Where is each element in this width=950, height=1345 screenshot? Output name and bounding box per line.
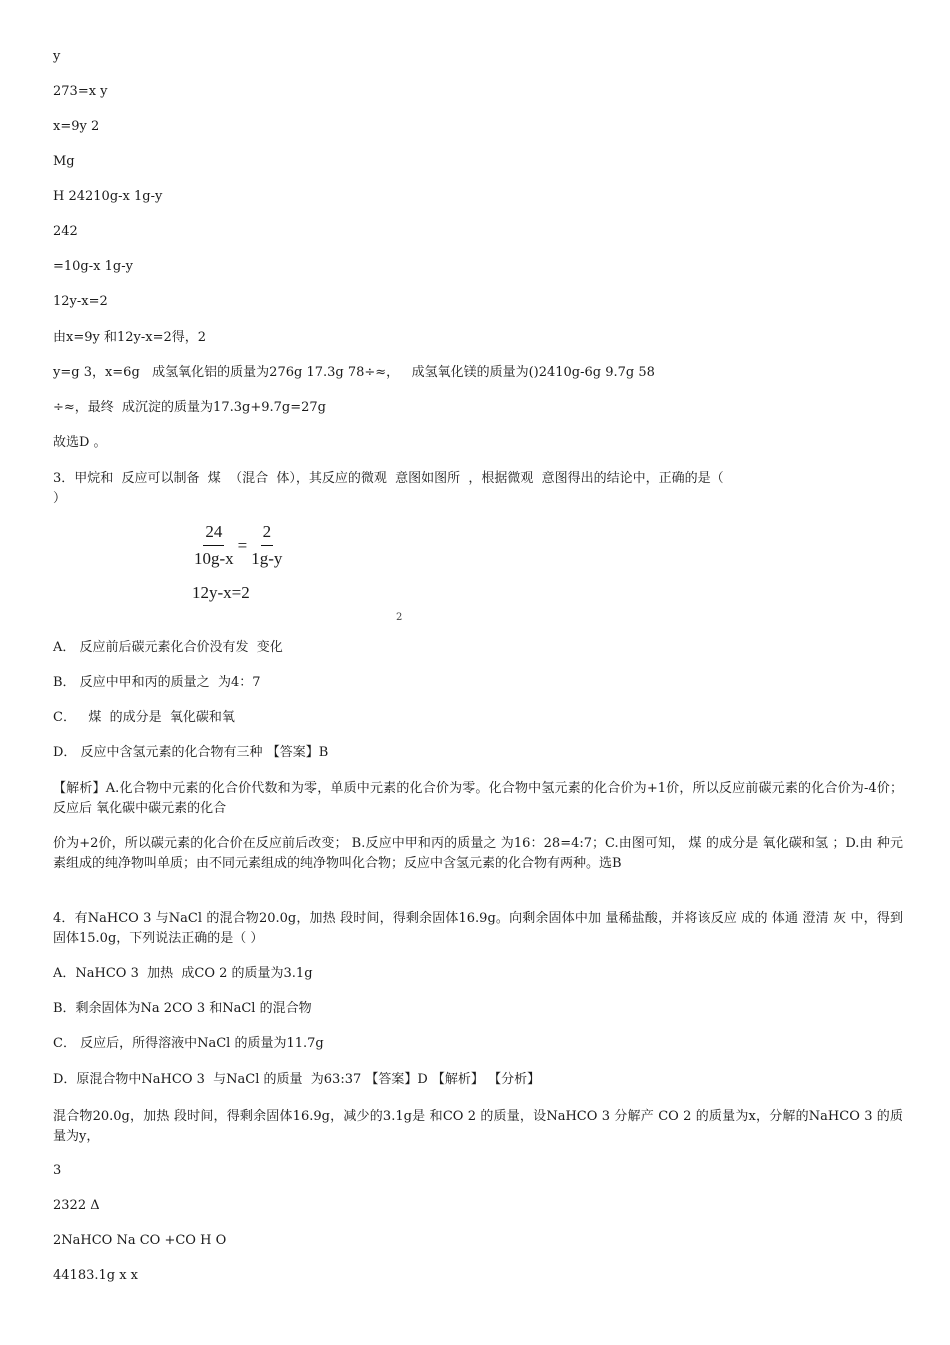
fraction-numerator: 2 [261,522,274,546]
stray-mark: 2 [396,612,403,623]
calc-line: Mg [53,154,75,169]
calc-line: =10g-x 1g-y [53,259,133,274]
option-a: A． 反应前后碳元素化合价没有发 变化 [53,640,283,655]
fraction-equation [192,522,284,569]
calc-line: 3 [53,1163,62,1178]
option-b: B． 反应中甲和丙的质量之 为4：7 [53,675,261,690]
analysis-paragraph: 价为+2价，所以碳元素的化合价在反应前后改变； B.反应中甲和丙的质量之 为16：28=4:7；C.由图可知， 煤 的成分是 氧化碳和氢 ；D.由 种元素组成的纯净物叫单质；由不同元素组成的纯净物叫化合物；反应中含氢元素的化合物有两种。选B [53,836,903,871]
calc-line: 12y-x=2 [53,294,108,309]
analysis-paragraph: 混合物20.0g，加热 段时间，得剩余固体16.9g，减少的3.1g是 和CO 2 的质量，设NaHCO 3 分解产 CO 2 的质量为x，分解的NaHCO 3 的质量为y， [53,1109,903,1144]
calc-line: y [53,49,61,64]
calc-line: x=9y 2 [53,119,100,134]
formula-line: 12y-x=2 [192,583,250,602]
analysis-paragraph: 【解析】A.化合物中元素的化合价代数和为零，单质中元素的化合价为零。化合物中氢元素的化合价为+1价，所以反应前碳元素的化合价为-4价；反应后 氧化碳中碳元素的化合 [53,781,903,816]
answer-line: 故选D 。 [53,435,107,450]
option-d: D．原混合物中NaHCO 3 与NaCl 的质量 为63:37 【答案】D 【解析】 【分析】 [53,1072,541,1087]
question-3-stem: 3．甲烷和 反应可以制备 煤 （混合 体），其反应的微观 意图如图所 ，根据微观 意图得出的结论中，正确的是（ ） [53,471,724,506]
calc-line: y=g 3，x=6g 成氢氧化铝的质量为276g 17.3g 78÷≈， 成氢氧化镁的质量为()2410g-6g 9.7g 58 [53,365,655,380]
equals-sign: = [237,535,248,555]
calc-line: 2NaHCO Na CO +CO H O [53,1233,227,1248]
fraction-right [249,522,284,569]
fraction-denominator: 1g-y [251,549,283,568]
calc-line: ÷≈，最终 成沉淀的质量为17.3g+9.7g=27g [53,400,326,415]
option-d: D． 反应中含氢元素的化合物有三种 【答案】B [53,745,329,760]
fraction-denominator: 10g-x [194,549,234,568]
calc-line: 由x=9y 和12y-x=2得，2 [53,330,207,345]
fraction-numerator: 24 [203,522,224,546]
calc-line: 2322 Δ [53,1198,100,1213]
question-4-stem: 4．有NaHCO 3 与NaCl 的混合物20.0g，加热 段时间，得剩余固体16.9g。向剩余固体中加 量稀盐酸，并将该反应 成的 体通 澄清 灰 中，得到 固体15.0g，下列说法正确的是（ ） [53,911,903,946]
calc-line: 242 [53,224,78,239]
calc-line: H 24210g-x 1g-y [53,189,163,204]
option-c: C． 煤 的成分是 氧化碳和氧 [53,710,235,725]
option-a: A．NaHCO 3 加热 成CO 2 的质量为3.1g [53,966,313,981]
calc-line: 44183.1g x x [53,1268,139,1283]
calc-line: 273=x y [53,84,108,99]
fraction-left [192,522,236,569]
option-c: C． 反应后，所得溶液中NaCl 的质量为11.7g [53,1036,324,1051]
option-b: B．剩余固体为Na 2CO 3 和NaCl 的混合物 [53,1001,312,1016]
